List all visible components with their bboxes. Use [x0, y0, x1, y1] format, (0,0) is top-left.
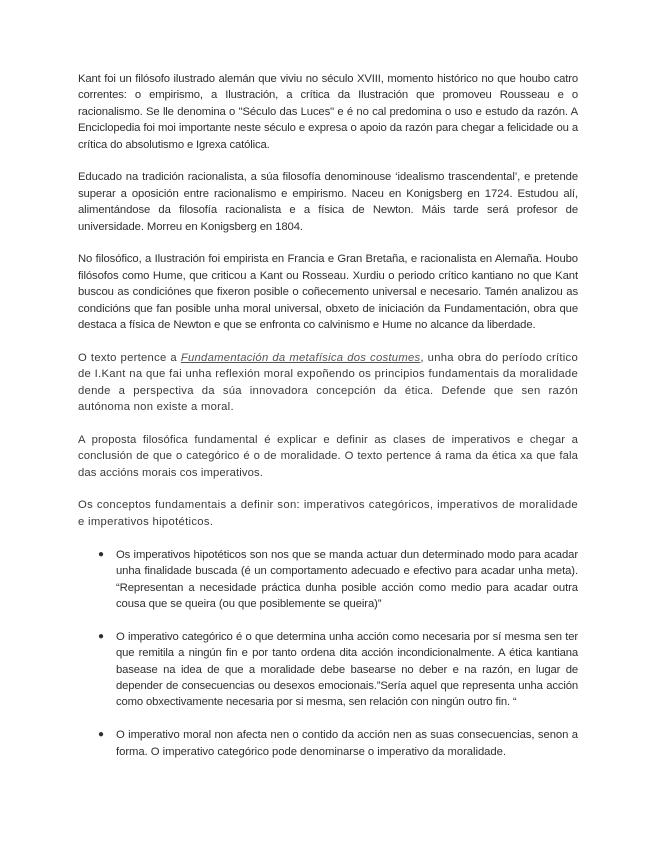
document-body [78, 71, 578, 776]
paragraph-work-after: , unha obra do período crítico de I.Kant na que fai unha reflexión moral expoñendo os principios fundamentais da moralidade dende a perspectiva da súa innovadora concepción da ética. Defende que sen razón autónoma non existe a moral. [78, 351, 578, 414]
list-item-text: O imperativo moral non afecta nen o contido da acción nen as suas consecuencias, senon a forma. O imperativo categórico pode denominarse o imperativo da moralidade. [116, 729, 578, 758]
paragraph-proposal: A proposta filosófica fundamental é explicar e definir as clases de imperativos e chegar a conclusión de que o categórico é o de moralidade. O texto pertence á rama da ética xa que fala das accións morais cos imperativos. [78, 433, 578, 479]
work-title-link[interactable]: Fundamentación da metafísica dos costumes [180, 351, 421, 364]
paragraph-work-before: O texto pertence a [78, 351, 181, 364]
concept-list [78, 547, 578, 760]
bullet-icon: ● [98, 729, 104, 741]
paragraph-intro: Kant foi un filósofo ilustrado alemán que viviu no século XVIII, momento histórico no que houbo catro correntes: o empirismo, a Ilustración, a crítica da Ilustración que promoveu Rousseau e o racionalismo. Se lle denomina o "Século das Luces" e é no cal predomina o uso e estudo da razón. A Enciclopedia foi moi importante neste século e expresa o apoio da razón para chegar a felicidade ou a crítica do absolutismo e Igrexa católica. [78, 73, 578, 151]
list-item-text: O imperativo categórico é o que determina unha acción como necesaria por sí mesma sen ter que remitila a ningún fin e por tanto ordena dita acción incondicionalmente. A ética kantiana basease na idea de que a moralidade debe basearse no deber e na razón, en lugar de depender de consecuencias ou desexos emocionais.”Sería aquel que representa unha acción como obxectivamente necesaria por si mesma, sen relación con ningún outro fin. “ [116, 630, 578, 709]
list-item [78, 727, 578, 760]
paragraph-concepts: Os conceptos fundamentais a definir son: imperativos categóricos, imperativos de moralidade e imperativos hipotéticos. [78, 499, 578, 528]
paragraph-biography: Educado na tradición racionalista, a súa filosofía denominouse ‘idealismo trascendental’, e pretende superar a oposición entre racionalismo e empirismo. Naceu en Konigsberg en 1724. Estudou alí, alimentándose da filosofía racionalista e a física de Newton. Máis tarde será profesor de universidade. Morreu en Konigsberg en 1804. [78, 171, 578, 233]
list-item [78, 547, 578, 613]
bullet-icon: ● [98, 548, 104, 560]
list-item-text: Os imperativos hipotéticos son nos que se manda actuar dun determinado modo para acadar unha finalidade buscada (é un comportamento adecuado e efectivo para acadar unha meta). “Representan a necesidade práctica dunha posible acción como medio para acadar outra cousa que se queira (ou que posiblemente se queira)” [116, 548, 578, 610]
paragraph-context: No filosófico, a Ilustración foi empirista en Francia e Gran Bretaña, e racionalista en Alemaña. Houbo filósofos como Hume, que criticou a Kant ou Rosseau. Xurdiu o periodo crítico kantiano no que Kant buscou as condiciónes que fixeron posible o coñecemento universal e necesario. Tamén analizou as condicións que fan posible unha moral universal, obxeto de iniciación da Fundamentación, obra que destaca a física de Newton e que se enfronta co calvinismo e Hume no alcance da liberdade. [78, 253, 578, 332]
bullet-icon: ● [98, 630, 104, 642]
list-item [78, 629, 578, 711]
paragraph-work [78, 350, 578, 416]
